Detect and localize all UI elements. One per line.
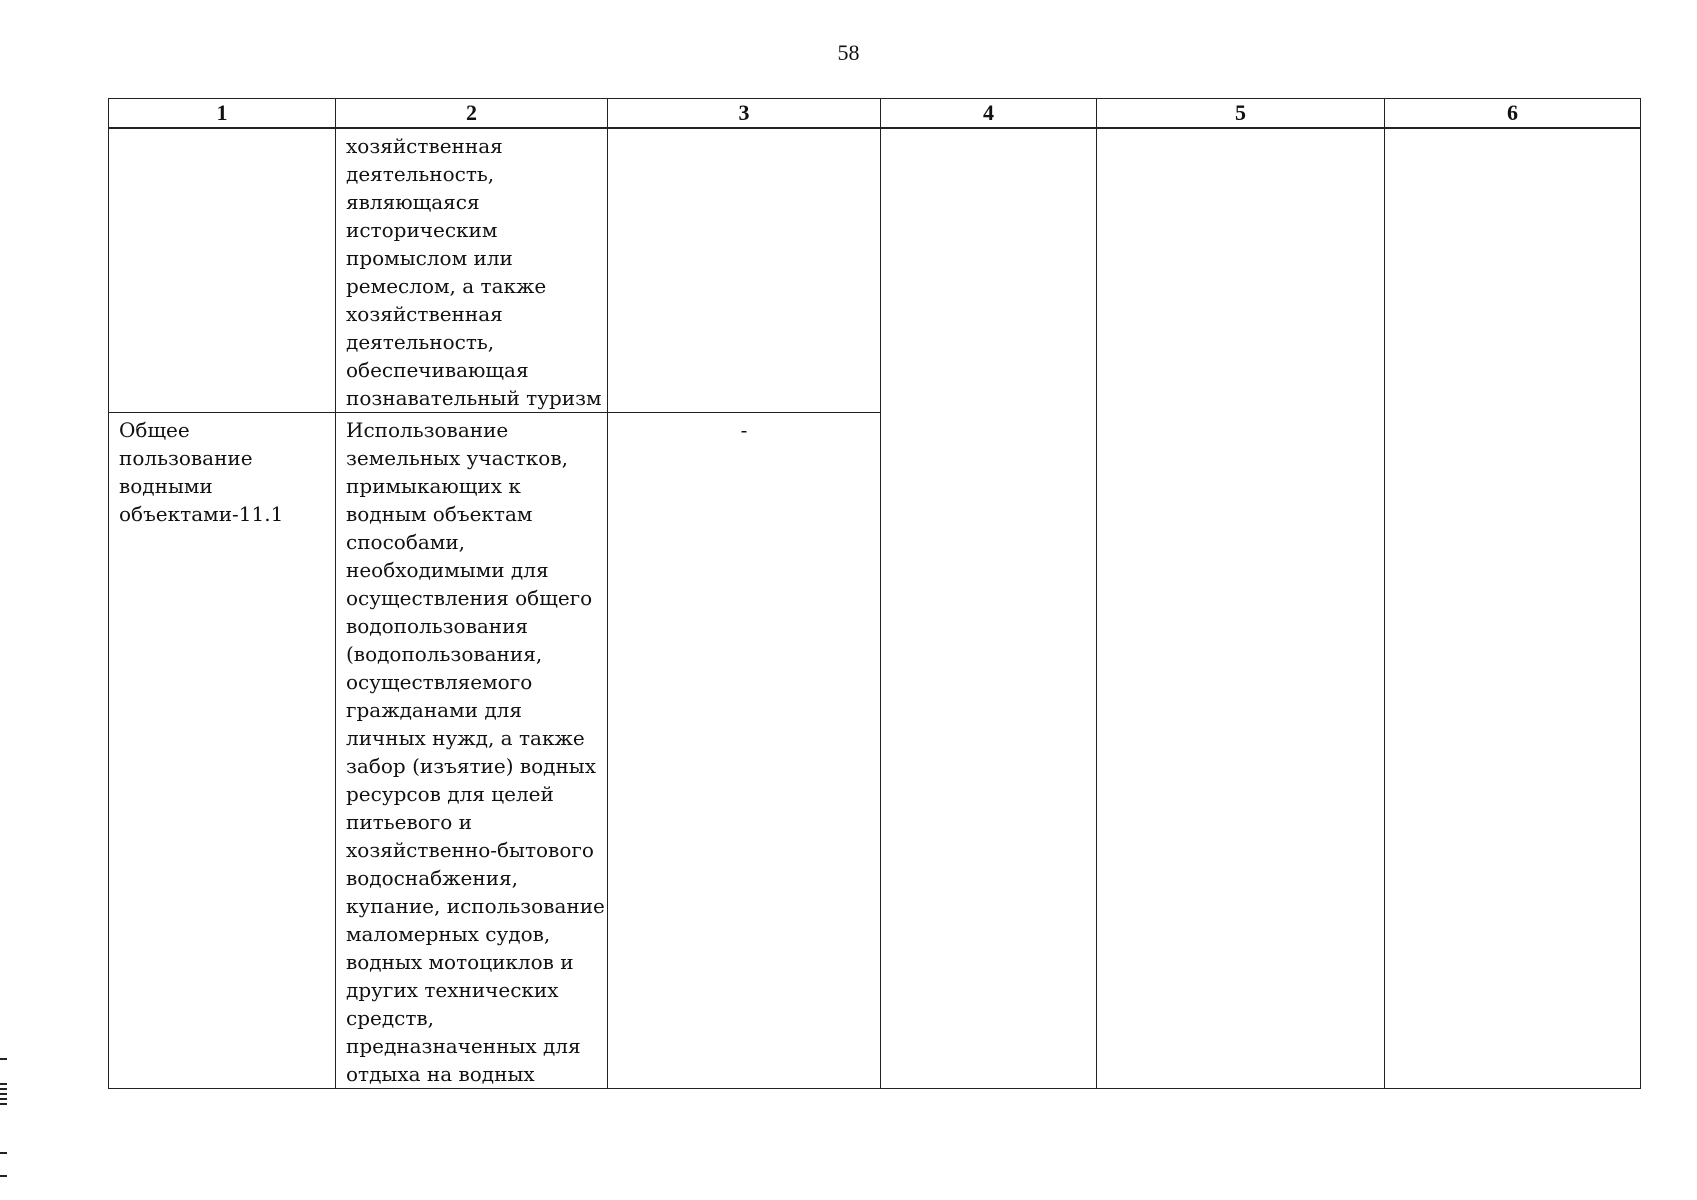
text-line: деятельность, [346, 330, 495, 354]
table-cell-col4 [881, 128, 1097, 1089]
text-line: промыслом или [346, 246, 513, 270]
table-cell-col1 [109, 413, 336, 1089]
column-header: 6 [1385, 99, 1641, 129]
text-line: хозяйственно-бытового [346, 838, 594, 862]
text-line: Использование [346, 418, 509, 442]
table-cell-col5 [1097, 128, 1385, 1089]
text-line: водопользования [346, 614, 529, 638]
text-line: водных мотоциклов и [346, 950, 574, 974]
table-cell-col2 [336, 128, 608, 413]
text-line: осуществляемого [346, 670, 533, 694]
scan-margin-mark [0, 1098, 7, 1100]
column-header: 5 [1097, 99, 1385, 129]
table-row [109, 128, 1641, 413]
table-cell-col2 [336, 413, 608, 1089]
text-line: познавательный туризм [346, 386, 602, 410]
text-line: ресурсов для целей [346, 782, 554, 806]
text-line: являющаяся [346, 190, 480, 214]
cell-text [336, 413, 607, 1088]
page-number: 58 [837, 40, 860, 65]
text-line: необходимыми для [346, 558, 549, 582]
column-header: 4 [881, 99, 1097, 129]
text-line: водным объектам [346, 502, 533, 526]
scan-margin-mark [0, 1093, 7, 1095]
text-line: пользование [119, 446, 253, 470]
scan-margin-mark [0, 1175, 7, 1177]
text-line: личных нужд, а также [346, 726, 585, 750]
text-line: средств, [346, 1006, 435, 1030]
column-header: 3 [608, 99, 881, 129]
column-header: 1 [109, 99, 336, 129]
text-line: хозяйственная [346, 134, 503, 158]
regulation-table [108, 98, 1641, 1089]
text-line: Общее [119, 418, 190, 442]
cell-text [608, 129, 880, 132]
cell-text: - [740, 418, 748, 442]
scan-margin-mark [0, 1083, 7, 1085]
column-header: 2 [336, 99, 608, 129]
text-line: историческим [346, 218, 498, 242]
text-line: отдыха на водных [346, 1062, 535, 1086]
text-line: земельных участков, [346, 446, 568, 470]
text-line: других технических [346, 978, 559, 1002]
scan-margin-mark [0, 1088, 7, 1090]
text-line: купание, использование [346, 894, 605, 918]
text-line: осуществления общего [346, 586, 593, 610]
text-line: хозяйственная [346, 302, 503, 326]
text-line: маломерных судов, [346, 922, 551, 946]
text-line: (водопользования, [346, 642, 543, 666]
text-line: ремеслом, а также [346, 274, 547, 298]
text-line: питьевого и [346, 810, 472, 834]
table-cell-col1 [109, 128, 336, 413]
text-line: предназначенных для [346, 1034, 581, 1058]
text-line: обеспечивающая [346, 358, 529, 382]
scan-margin-mark [0, 1103, 7, 1105]
scan-margin-mark [0, 1058, 7, 1060]
text-line: забор (изъятие) водных [346, 754, 596, 778]
text-line: деятельность, [346, 162, 495, 186]
cell-text [336, 129, 607, 412]
table-cell-col3 [608, 128, 881, 413]
cell-text [109, 129, 335, 132]
table-cell-col3 [608, 413, 881, 1089]
table-cell-col6 [1385, 128, 1641, 1089]
text-line: объектами-11.1 [119, 502, 284, 526]
cell-text [109, 413, 335, 528]
text-line: способами, [346, 530, 466, 554]
scan-margin-mark [0, 1152, 7, 1154]
text-line: водными [119, 474, 213, 498]
text-line: примыкающих к [346, 474, 521, 498]
text-line: гражданами для [346, 698, 522, 722]
text-line: водоснабжения, [346, 866, 519, 890]
table-header-row [109, 99, 1641, 129]
